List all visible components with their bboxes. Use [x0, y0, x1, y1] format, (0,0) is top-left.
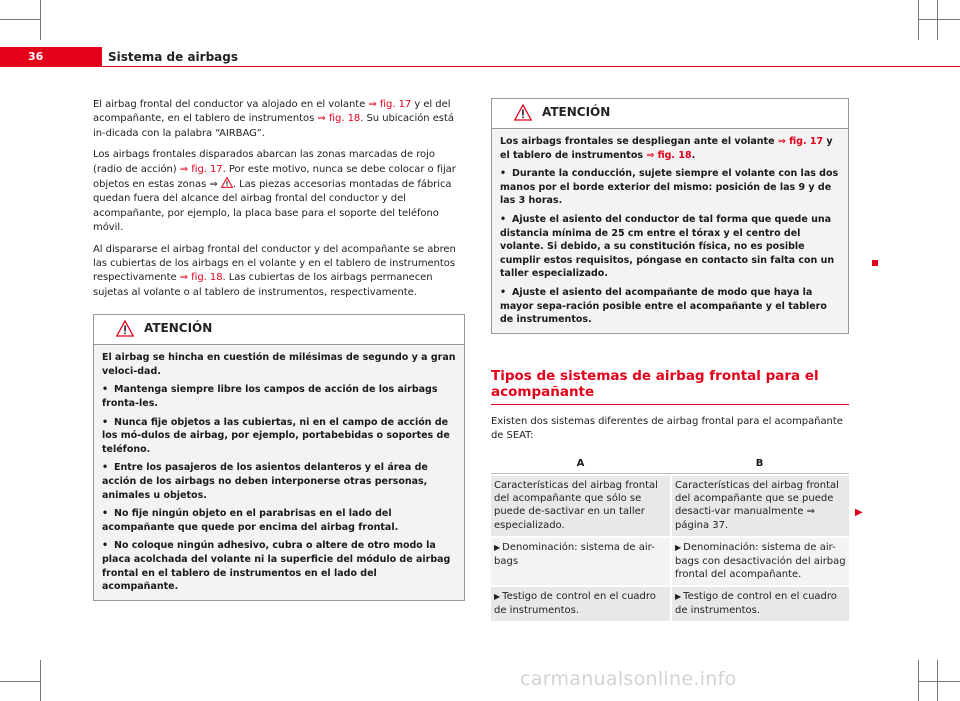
paragraph-3	[93, 243, 465, 301]
warning-header	[492, 99, 848, 129]
text: . Las piezas accesorias montadas de fábrica quedan fuera del alcance del airbag frontal del conductor y del acompañante, por ejemplo, la placa base para el soporte del teléfono móvil.	[93, 179, 452, 234]
table-cell	[491, 536, 670, 585]
warning-body	[94, 345, 464, 600]
bullet-icon: •	[102, 508, 109, 520]
crop-mark	[0, 19, 40, 20]
warning-intro	[500, 135, 840, 162]
text: Nunca fije objetos a las cubiertas, ni en el campo de acción de los mó-dulos de airbag, por ejemplo, portabebidas o soportes de teléfono.	[102, 416, 450, 455]
text: y el del acompañante, en el tablero de instrumentos	[93, 99, 451, 125]
fig-link[interactable]: ⇒ fig. 17	[368, 99, 412, 110]
text: Mantenga siempre libre los campos de acción de los airbags fronta-les.	[102, 384, 438, 410]
text: El airbag frontal del conductor va alojado en el volante	[93, 99, 369, 110]
table-row	[491, 536, 849, 585]
text: Durante la conducción, sujete siempre el volante con las dos manos por el borde exterior del mismo: posición de las 9 y de las 3 horas.	[500, 168, 839, 207]
text: .	[691, 149, 696, 161]
section-end-marker	[872, 260, 878, 266]
page-title: Sistema de airbags	[108, 50, 239, 64]
table-row	[491, 474, 849, 537]
text: Ajuste el asiento del acompañante de modo que haya la mayor sepa-ración posible entre el acompañante y el tablero de instrumentos.	[500, 286, 827, 326]
header-rule	[102, 66, 960, 67]
bullet-icon: •	[500, 213, 507, 225]
fig-link[interactable]: ⇒ fig. 18	[179, 272, 223, 284]
fig-link[interactable]: ⇒ fig. 17	[179, 163, 223, 175]
warning-box	[93, 314, 465, 601]
warning-intro: El airbag se hincha en cuestión de milésimas de segundo y a gran veloci-dad.	[102, 352, 456, 377]
warning-title: ATENCIÓN	[144, 321, 213, 336]
watermark: carmanualsonline.info	[520, 668, 737, 690]
bullet-icon: •	[500, 168, 507, 180]
page-number-box	[0, 47, 102, 67]
triangle-bullet-icon: ▶	[494, 592, 501, 602]
text: . Las cubiertas de los airbags permanecen sujetas al volante o al tablero de instrumentos, respectivamente.	[93, 272, 433, 298]
text: . Por este motivo, nunca se debe colocar o fijar objetos en estas zonas ⇒	[93, 163, 456, 191]
text: Entre los pasajeros de los asientos delanteros y el área de acción de los airbags no deben interponerse otras personas, animales u objetos.	[102, 462, 428, 501]
table-cell	[670, 585, 849, 621]
text: y el tablero de instrumentos	[500, 136, 833, 161]
section-title: Tipos de sistemas de airbag frontal para el acompañante	[491, 368, 849, 405]
crop-mark	[937, 0, 938, 40]
crop-mark	[918, 681, 960, 682]
warning-item	[500, 213, 840, 281]
column-header: A	[491, 456, 670, 474]
table-header-row	[491, 456, 849, 474]
warning-item	[102, 383, 456, 410]
warning-item	[102, 461, 456, 502]
crop-mark	[40, 0, 41, 40]
warning-item	[500, 167, 840, 208]
warning-icon	[116, 320, 134, 337]
bullet-icon: •	[500, 286, 507, 298]
page-number: 36	[28, 50, 44, 63]
text: Testigo de control en el cuadro de instrumentos.	[675, 591, 837, 616]
warning-header	[94, 315, 464, 345]
table-cell	[670, 536, 849, 585]
fig-link[interactable]: ⇒ fig. 17	[777, 136, 824, 147]
warning-icon[interactable]	[221, 177, 233, 188]
bullet-icon: •	[102, 416, 109, 428]
text: Denominación: sistema de air-bags con desactivación del airbag frontal del acompañante.	[675, 542, 846, 580]
text: Ajuste el asiento del conductor de tal forma que quede una distancia mínima de 25 cm entre el tórax y el centro del volante. Si debido, a su constitución física, no es posible cumplir estos requisitos, póngase en contacto sin falta con un taller especializado.	[500, 213, 835, 280]
crop-mark	[0, 681, 40, 682]
left-column	[93, 98, 465, 601]
text: . Su ubicación está in-dicada con la palabra “AIRBAG”.	[93, 113, 454, 139]
table-cell	[491, 585, 670, 621]
warning-item	[102, 539, 456, 593]
warning-title: ATENCIÓN	[542, 105, 611, 119]
warning-body	[492, 129, 848, 333]
triangle-bullet-icon: ▶	[675, 543, 682, 553]
triangle-bullet-icon: ▶	[675, 592, 682, 602]
column-header: B	[670, 456, 849, 474]
crop-mark	[918, 19, 960, 20]
table-cell: Características del airbag frontal del acompañante que sólo se puede de-sactivar en un taller especializado.	[491, 474, 670, 537]
paragraph-1	[93, 98, 465, 141]
text: Al dispararse el airbag frontal del conductor y del acompañante se abren las cubiertas de los airbags en el volante y en el tablero de instrumentos respectivamente	[93, 243, 456, 284]
crop-mark	[918, 0, 919, 40]
bullet-icon: •	[102, 540, 109, 552]
crop-mark	[40, 660, 41, 701]
bullet-icon: •	[102, 462, 109, 474]
fig-link[interactable]: ⇒ fig. 18	[317, 113, 361, 125]
paragraph-2	[93, 148, 465, 235]
warning-item	[500, 286, 840, 327]
warning-icon	[514, 104, 532, 121]
warning-item	[102, 416, 456, 457]
continue-arrow-icon: ▶	[855, 507, 863, 518]
table-cell: Características del airbag frontal del acompañante que se puede desacti-var manualmente ⇒ página 37.	[670, 474, 849, 537]
text: Testigo de control en el cuadro de instrumentos.	[494, 591, 656, 616]
text: No fije ningún objeto en el parabrisas en el lado del acompañante que quede por encima del airbag frontal.	[102, 508, 399, 533]
section	[491, 368, 849, 621]
text: No coloque ningún adhesivo, cubra o altere de otro modo la placa acolchada del volante ni la superficie del módulo de airbag frontal en el tablero de instrumentos en el lado del acompañante.	[102, 540, 451, 593]
text: Los airbags frontales se despliegan ante el volante	[500, 136, 778, 147]
text: Los airbags frontales disparados abarcan las zonas marcadas de rojo (radio de acción)	[93, 149, 435, 175]
warning-item	[102, 507, 456, 534]
text: Denominación: sistema de air-bags	[494, 542, 655, 567]
airbag-types-table	[491, 456, 849, 622]
table-row	[491, 585, 849, 621]
fig-link[interactable]: ⇒ fig. 18	[646, 149, 692, 161]
right-column	[491, 98, 849, 621]
warning-box	[491, 98, 849, 334]
bullet-icon: •	[102, 384, 109, 396]
triangle-bullet-icon: ▶	[494, 543, 501, 553]
section-intro: Existen dos sistemas diferentes de airbag frontal para el acompañante de SEAT:	[491, 415, 843, 442]
